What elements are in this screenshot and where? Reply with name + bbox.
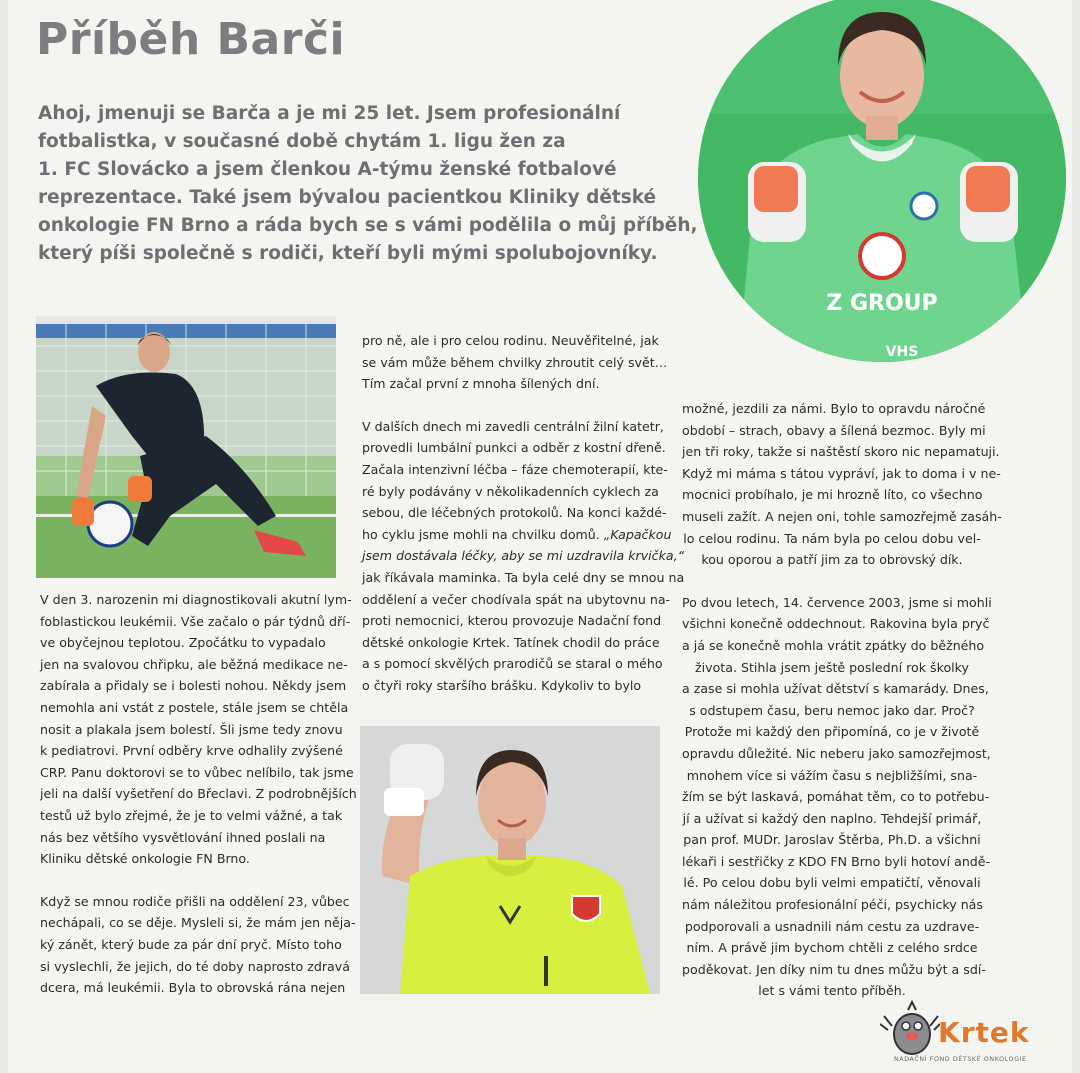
body-line: nosit a plakala jsem bolestí. Šli jsme tedy znovu <box>40 721 343 737</box>
body-line: ním. A právě jim bychom chtěli z celého srdce <box>686 940 978 956</box>
body-line: testů už bylo zřejmé, že je to velmi vážné, a tak <box>40 807 343 823</box>
text-column-2 <box>362 330 685 697</box>
body-line: a zase si mohla užívat dětství s kamarády. Dnes, <box>682 681 989 697</box>
body-line: Začala intenzivní léčba – fáze chemoterapií, kte- <box>362 461 668 477</box>
quote-line: jsem dostávala léčky, aby se mi uzdravila krvička,“ <box>362 548 685 564</box>
text-column-1 <box>40 589 357 999</box>
body-line: jí a užívat si každý den naplno. Tehdejší primář, <box>682 810 982 826</box>
body-line: zabírala a přidaly se i bolesti nohou. Někdy jsem <box>40 678 347 694</box>
body-line: života. Stihla jsem ještě poslední rok školky <box>695 659 969 675</box>
goalkeeper-action-photo <box>36 316 336 578</box>
body-line: dětské onkologie Krtek. Tatínek chodil do práce <box>362 634 660 650</box>
body-line: Protože mi každý den připomíná, co je v životě <box>684 724 980 740</box>
page <box>8 0 1072 1073</box>
body-line: V dalších dnech mi zavedli centrální žilní katetr, <box>362 418 664 434</box>
body-line: Když mi máma s tátou vypráví, jak to doma i v ne- <box>682 465 1001 481</box>
goalkeeper-celebration-photo <box>360 726 660 994</box>
body-line: žím se být laskavá, pomáhat těm, co to potřebu- <box>682 789 990 805</box>
jersey-sponsor-text: Z GROUP <box>826 291 938 316</box>
jersey-number-text: VHS <box>885 344 919 360</box>
body-line: jeli na další vyšetření do Břeclavi. Z podrobnějších <box>40 786 357 802</box>
body-line: nechápali, co se děje. Mysleli si, že mám jen něja- <box>40 915 356 931</box>
body-line: lo celou rodinu. Ta nám byla po celou dobu vel- <box>683 530 981 546</box>
body-line: let s vámi tento příběh. <box>758 983 906 999</box>
krtek-logo <box>880 996 1050 1068</box>
body-line: Po dvou letech, 14. července 2003, jsme si mohli <box>682 594 992 610</box>
body-line: lé. Po celou dobu byli velmi empatičtí, věnovali <box>683 875 981 891</box>
intro-paragraph <box>38 100 698 268</box>
body-line: a já se konečně mohla vrátit zpátky do běžného <box>682 637 985 653</box>
intro-line: fotbalistka, v současné době chytám 1. ligu žen za <box>38 131 566 152</box>
body-line: museli zažít. A nejen oni, tohle samozřejmě zasáh- <box>682 508 1002 524</box>
body-line: jak říkávala maminka. Ta byla celé dny se mnou na <box>362 569 685 585</box>
body-line: ré byly podávány v několikadenních cyklech za <box>362 483 659 499</box>
body-line: V den 3. narozenin mi diagnostikovali akutní lym- <box>40 592 352 607</box>
intro-line: který píši společně s rodiči, kteří byli mými spolubojovníky. <box>38 243 658 264</box>
body-line: s odstupem času, beru nemoc jako dar. Proč? <box>689 702 975 718</box>
body-line: Když se mnou rodiče přišli na oddělení 23, vůbec <box>40 893 350 909</box>
page-title: Příběh Barči <box>36 14 346 65</box>
body-line: foblastickou leukémii. Vše začalo o pár týdnů dří- <box>40 613 351 629</box>
logo-tagline: NADAČNÍ FOND DĚTSKÉ ONKOLOGIE <box>894 1056 1027 1063</box>
body-line: ve obyčejnou teplotou. Zpočátku to vypadalo <box>40 635 326 651</box>
body-line: všichni konečně oddechnout. Rakovina byla pryč <box>682 616 990 632</box>
body-line <box>362 524 672 546</box>
intro-line: onkologie FN Brno a ráda bych se s vámi podělila o můj příběh, <box>38 215 698 236</box>
body-line: dcera, má leukémii. Byla to obrovská rána nejen <box>40 980 346 996</box>
portrait-photo-circle <box>698 0 1066 362</box>
body-line: sebou, dle léčebných protokolů. Na konci každé- <box>362 505 667 521</box>
body-line: poděkovat. Jen díky nim tu dnes můžu být a sdí- <box>682 961 986 977</box>
body-line: pan prof. MUDr. Jaroslav Štěrba, Ph.D. a všichni <box>683 832 981 848</box>
body-line: lékaři i sestřičky z KDO FN Brno byli hotoví andě- <box>682 853 991 869</box>
body-line: nás bez většího vysvětlování ihned poslali na <box>40 829 326 845</box>
intro-line: reprezentace. Také jsem bývalou pacientkou Kliniky dětské <box>38 187 657 208</box>
body-text: ho cyklu jsme mohli na chvilku domů. <box>362 526 604 542</box>
body-line: nám náležitou profesionální péči, psychicky nás <box>682 897 983 913</box>
body-line: možné, jezdili za námi. Bylo to opravdu náročné <box>682 401 986 416</box>
body-line: proti nemocnici, kterou provozuje Nadační fond <box>362 613 662 629</box>
quote-text: „Kapačkou <box>603 526 672 542</box>
body-line: pro ně, ale i pro celou rodinu. Neuvěřitelné, jak <box>362 333 659 348</box>
body-line: Kliniku dětské onkologie FN Brno. <box>40 851 250 867</box>
mole-mascot-icon <box>880 996 940 1056</box>
body-line: Tím začal první z mnoha šílených dní. <box>362 376 600 392</box>
body-line: jen tři roky, takže si naštěstí skoro nic nepamatuji. <box>682 444 1000 460</box>
body-line: k pediatrovi. První odběry krve odhalily zvýšené <box>40 743 343 759</box>
text-column-3 <box>682 398 1002 1002</box>
intro-line: Ahoj, jmenuji se Barča a je mi 25 let. Jsem profesionální <box>38 103 621 124</box>
body-line: provedli lumbální punkci a odběr z kostní dřeně. <box>362 440 666 456</box>
intro-line: 1. FC Slovácko a jsem členkou A-týmu ženské fotbalové <box>38 159 617 180</box>
body-line: jen na svalovou chřipku, ale běžná medikace ne- <box>40 656 348 672</box>
body-line: mocnici probíhalo, je mi hrozně líto, co všechno <box>682 487 983 503</box>
body-line: o čtyři roky staršího brášku. Kdykoliv to bylo <box>362 677 642 693</box>
body-line: nemohla ani vstát z postele, stále jsem se chtěla <box>40 699 349 715</box>
body-line: se vám může během chvilky zhroutit celý svět… <box>362 354 668 370</box>
body-line: mnohem více si vážím času s nejbližšími, sna- <box>686 767 978 783</box>
logo-name: Krtek <box>938 1016 1030 1049</box>
body-line: ký zánět, který bude za pár dní pryč. Místo toho <box>40 936 342 952</box>
body-line: oddělení a večer chodívala spát na ubytovnu na- <box>362 591 671 607</box>
body-line: opravdu důležité. Nic neberu jako samozřejmost, <box>682 745 991 761</box>
body-line: si vyslechli, že jejich, do té doby naprosto zdravá <box>40 958 350 974</box>
body-line: podporovali a usnadnili nám cestu za uzdrave- <box>684 918 980 934</box>
body-line: CRP. Panu doktorovi se to vůbec nelíbilo, tak jsme <box>40 764 354 780</box>
body-line: a s pomocí skvělých prarodičů se staral o mého <box>362 656 663 672</box>
body-line: období – strach, obavy a šílená bezmoc. Byly mi <box>682 422 986 438</box>
body-line: kou oporou a patří jim za to obrovský dík. <box>701 552 963 568</box>
